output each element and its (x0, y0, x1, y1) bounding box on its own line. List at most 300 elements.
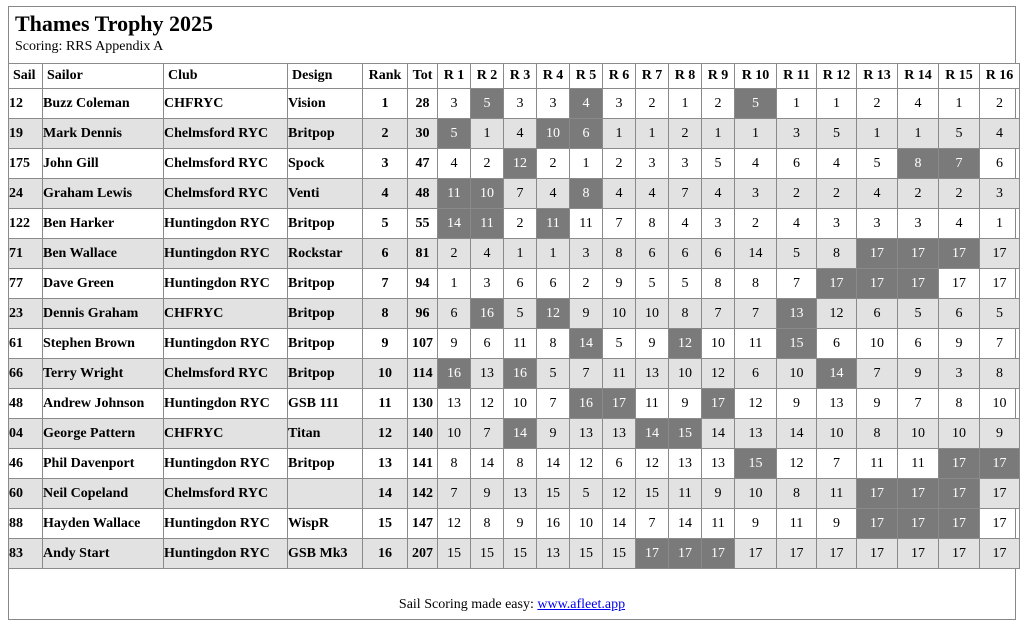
race-score-cell: 2 (438, 239, 471, 269)
column-header-r-12: R 12 (817, 64, 857, 89)
race-score-cell: 17 (980, 269, 1020, 299)
tot-cell: 130 (408, 389, 438, 419)
race-score-cell: 11 (537, 209, 570, 239)
race-score-cell: 8 (603, 239, 636, 269)
club-cell: Huntingdon RYC (164, 329, 288, 359)
sailor-cell: Graham Lewis (43, 179, 164, 209)
race-score-cell: 15 (636, 479, 669, 509)
table-row (9, 119, 1020, 149)
table-row (9, 449, 1020, 479)
design-cell: Britpop (288, 299, 363, 329)
race-score-cell: 17 (980, 449, 1020, 479)
rank-cell: 13 (363, 449, 408, 479)
race-score-cell: 15 (438, 539, 471, 569)
club-cell: Huntingdon RYC (164, 389, 288, 419)
sailor-cell: Ben Wallace (43, 239, 164, 269)
race-score-cell: 13 (438, 389, 471, 419)
race-score-cell: 13 (636, 359, 669, 389)
race-score-cell: 6 (669, 239, 702, 269)
race-score-cell: 2 (817, 179, 857, 209)
design-cell: Spock (288, 149, 363, 179)
race-score-cell: 2 (570, 269, 603, 299)
race-score-cell: 17 (857, 539, 898, 569)
race-score-cell: 14 (817, 359, 857, 389)
table-row (9, 149, 1020, 179)
race-score-cell: 9 (603, 269, 636, 299)
race-score-cell: 3 (702, 209, 735, 239)
race-score-cell: 5 (777, 239, 817, 269)
race-score-cell: 6 (603, 449, 636, 479)
race-score-cell: 10 (939, 419, 980, 449)
race-score-cell: 13 (669, 449, 702, 479)
club-cell: Huntingdon RYC (164, 239, 288, 269)
tot-cell: 147 (408, 509, 438, 539)
race-score-cell: 2 (980, 89, 1020, 119)
afleet-link[interactable]: www.afleet.app (537, 597, 626, 612)
column-header-sailor: Sailor (43, 64, 164, 89)
race-score-cell: 9 (939, 329, 980, 359)
race-score-cell: 16 (504, 359, 537, 389)
race-score-cell: 7 (735, 299, 777, 329)
race-score-cell: 2 (898, 179, 939, 209)
race-score-cell: 16 (537, 509, 570, 539)
race-score-cell: 6 (636, 239, 669, 269)
race-score-cell: 1 (980, 209, 1020, 239)
sail-cell: 60 (9, 479, 43, 509)
table-row (9, 89, 1020, 119)
race-score-cell: 17 (980, 479, 1020, 509)
race-score-cell: 15 (777, 329, 817, 359)
race-score-cell: 17 (898, 509, 939, 539)
race-score-cell: 5 (669, 269, 702, 299)
race-score-cell: 10 (817, 419, 857, 449)
race-score-cell: 5 (735, 89, 777, 119)
race-score-cell: 2 (939, 179, 980, 209)
tot-cell: 55 (408, 209, 438, 239)
tot-cell: 48 (408, 179, 438, 209)
race-score-cell: 5 (504, 299, 537, 329)
sail-cell: 61 (9, 329, 43, 359)
race-score-cell: 8 (570, 179, 603, 209)
column-header-r-8: R 8 (669, 64, 702, 89)
column-header-r-14: R 14 (898, 64, 939, 89)
race-score-cell: 2 (504, 209, 537, 239)
race-score-cell: 15 (669, 419, 702, 449)
design-cell: Britpop (288, 269, 363, 299)
race-score-cell: 8 (939, 389, 980, 419)
race-score-cell: 10 (702, 329, 735, 359)
race-score-cell: 11 (636, 389, 669, 419)
design-cell: Britpop (288, 359, 363, 389)
race-score-cell: 10 (603, 299, 636, 329)
race-score-cell: 6 (817, 329, 857, 359)
race-score-cell: 3 (898, 209, 939, 239)
club-cell: Huntingdon RYC (164, 539, 288, 569)
race-score-cell: 7 (980, 329, 1020, 359)
race-score-cell: 13 (471, 359, 504, 389)
race-score-cell: 1 (817, 89, 857, 119)
race-score-cell: 17 (857, 269, 898, 299)
race-score-cell: 17 (980, 539, 1020, 569)
race-score-cell: 8 (438, 449, 471, 479)
club-cell: Chelmsford RYC (164, 119, 288, 149)
race-score-cell: 17 (702, 539, 735, 569)
rank-cell: 2 (363, 119, 408, 149)
race-score-cell: 9 (636, 329, 669, 359)
table-row (9, 389, 1020, 419)
race-score-cell: 4 (735, 149, 777, 179)
table-row (9, 359, 1020, 389)
race-score-cell: 3 (471, 269, 504, 299)
race-score-cell: 2 (537, 149, 570, 179)
race-score-cell: 17 (702, 389, 735, 419)
race-score-cell: 4 (471, 239, 504, 269)
tot-cell: 107 (408, 329, 438, 359)
race-score-cell: 11 (777, 509, 817, 539)
race-score-cell: 13 (570, 419, 603, 449)
race-score-cell: 6 (735, 359, 777, 389)
scoring-subtitle: Scoring: RRS Appendix A (15, 39, 164, 54)
race-score-cell: 14 (504, 419, 537, 449)
race-score-cell: 1 (669, 89, 702, 119)
sail-cell: 04 (9, 419, 43, 449)
race-score-cell: 3 (537, 89, 570, 119)
race-score-cell: 6 (777, 149, 817, 179)
race-score-cell: 17 (939, 449, 980, 479)
column-header-r-6: R 6 (603, 64, 636, 89)
rank-cell: 12 (363, 419, 408, 449)
rank-cell: 9 (363, 329, 408, 359)
race-score-cell: 17 (636, 539, 669, 569)
sailor-cell: Dennis Graham (43, 299, 164, 329)
race-score-cell: 3 (636, 149, 669, 179)
race-score-cell: 17 (980, 509, 1020, 539)
race-score-cell: 5 (980, 299, 1020, 329)
rank-cell: 4 (363, 179, 408, 209)
race-score-cell: 11 (702, 509, 735, 539)
race-score-cell: 7 (939, 149, 980, 179)
rank-cell: 10 (363, 359, 408, 389)
sail-cell: 71 (9, 239, 43, 269)
sailor-cell: John Gill (43, 149, 164, 179)
race-score-cell: 4 (939, 209, 980, 239)
race-score-cell: 3 (817, 209, 857, 239)
race-score-cell: 9 (857, 389, 898, 419)
race-score-cell: 17 (777, 539, 817, 569)
club-cell: Huntingdon RYC (164, 269, 288, 299)
race-score-cell: 7 (777, 269, 817, 299)
race-score-cell: 9 (980, 419, 1020, 449)
table-row (9, 539, 1020, 569)
race-score-cell: 17 (898, 539, 939, 569)
design-cell: Rockstar (288, 239, 363, 269)
race-score-cell: 2 (636, 89, 669, 119)
race-score-cell: 11 (857, 449, 898, 479)
race-score-cell: 6 (570, 119, 603, 149)
column-header-r-9: R 9 (702, 64, 735, 89)
race-score-cell: 1 (702, 119, 735, 149)
race-score-cell: 4 (857, 179, 898, 209)
column-header-r-11: R 11 (777, 64, 817, 89)
race-score-cell: 14 (537, 449, 570, 479)
table-row (9, 269, 1020, 299)
design-cell (288, 479, 363, 509)
race-score-cell: 4 (537, 179, 570, 209)
race-score-cell: 12 (570, 449, 603, 479)
race-score-cell: 10 (438, 419, 471, 449)
race-score-cell: 8 (471, 509, 504, 539)
race-score-cell: 1 (471, 119, 504, 149)
race-score-cell: 7 (471, 419, 504, 449)
design-cell: Vision (288, 89, 363, 119)
club-cell: CHFRYC (164, 299, 288, 329)
results-body (9, 89, 1020, 569)
race-score-cell: 11 (817, 479, 857, 509)
race-score-cell: 15 (471, 539, 504, 569)
race-score-cell: 11 (471, 209, 504, 239)
race-score-cell: 15 (537, 479, 570, 509)
sailor-cell: Andy Start (43, 539, 164, 569)
race-score-cell: 17 (980, 239, 1020, 269)
race-score-cell: 7 (570, 359, 603, 389)
race-score-cell: 14 (702, 419, 735, 449)
sail-cell: 48 (9, 389, 43, 419)
race-score-cell: 12 (669, 329, 702, 359)
race-score-cell: 13 (504, 479, 537, 509)
race-score-cell: 12 (735, 389, 777, 419)
rank-cell: 7 (363, 269, 408, 299)
race-score-cell: 14 (438, 209, 471, 239)
race-score-cell: 10 (537, 119, 570, 149)
column-header-r-2: R 2 (471, 64, 504, 89)
race-score-cell: 17 (939, 509, 980, 539)
column-header-r-4: R 4 (537, 64, 570, 89)
race-score-cell: 13 (537, 539, 570, 569)
race-score-cell: 17 (603, 389, 636, 419)
race-score-cell: 7 (603, 209, 636, 239)
race-score-cell: 4 (603, 179, 636, 209)
race-score-cell: 16 (570, 389, 603, 419)
race-score-cell: 10 (898, 419, 939, 449)
rank-cell: 11 (363, 389, 408, 419)
race-score-cell: 2 (777, 179, 817, 209)
column-header-r-10: R 10 (735, 64, 777, 89)
race-score-cell: 4 (438, 149, 471, 179)
race-score-cell: 1 (857, 119, 898, 149)
race-score-cell: 14 (603, 509, 636, 539)
race-score-cell: 5 (537, 359, 570, 389)
race-score-cell: 12 (603, 479, 636, 509)
race-score-cell: 8 (777, 479, 817, 509)
rank-cell: 8 (363, 299, 408, 329)
race-score-cell: 13 (777, 299, 817, 329)
race-score-cell: 16 (471, 299, 504, 329)
race-score-cell: 6 (438, 299, 471, 329)
race-score-cell: 17 (669, 539, 702, 569)
race-score-cell: 5 (471, 89, 504, 119)
race-score-cell: 12 (817, 299, 857, 329)
race-score-cell: 12 (777, 449, 817, 479)
footer-text: Sail Scoring made easy: (398, 597, 538, 612)
race-score-cell: 3 (603, 89, 636, 119)
design-cell: Britpop (288, 449, 363, 479)
sailor-cell: Buzz Coleman (43, 89, 164, 119)
race-score-cell: 4 (636, 179, 669, 209)
race-score-cell: 11 (504, 329, 537, 359)
race-score-cell: 11 (669, 479, 702, 509)
race-score-cell: 4 (570, 89, 603, 119)
race-score-cell: 17 (898, 239, 939, 269)
race-score-cell: 10 (857, 329, 898, 359)
race-score-cell: 1 (570, 149, 603, 179)
club-cell: Chelmsford RYC (164, 479, 288, 509)
race-score-cell: 6 (857, 299, 898, 329)
design-cell: Britpop (288, 329, 363, 359)
sail-cell: 24 (9, 179, 43, 209)
race-score-cell: 10 (636, 299, 669, 329)
race-score-cell: 1 (504, 239, 537, 269)
sailor-cell: Dave Green (43, 269, 164, 299)
race-score-cell: 8 (857, 419, 898, 449)
race-score-cell: 8 (537, 329, 570, 359)
race-score-cell: 13 (603, 419, 636, 449)
race-score-cell: 3 (669, 149, 702, 179)
race-score-cell: 11 (438, 179, 471, 209)
club-cell: CHFRYC (164, 89, 288, 119)
race-score-cell: 12 (471, 389, 504, 419)
race-score-cell: 2 (702, 89, 735, 119)
race-score-cell: 5 (570, 479, 603, 509)
results-table (8, 63, 1020, 569)
race-score-cell: 6 (898, 329, 939, 359)
race-score-cell: 17 (857, 509, 898, 539)
race-score-cell: 17 (817, 269, 857, 299)
race-score-cell: 3 (939, 359, 980, 389)
design-cell: Titan (288, 419, 363, 449)
race-score-cell: 9 (471, 479, 504, 509)
race-score-cell: 1 (636, 119, 669, 149)
race-score-cell: 14 (777, 419, 817, 449)
race-score-cell: 5 (603, 329, 636, 359)
rank-cell: 16 (363, 539, 408, 569)
race-score-cell: 14 (735, 239, 777, 269)
race-score-cell: 3 (857, 209, 898, 239)
race-score-cell: 5 (939, 119, 980, 149)
sail-cell: 66 (9, 359, 43, 389)
race-score-cell: 7 (898, 389, 939, 419)
race-score-cell: 14 (636, 419, 669, 449)
race-score-cell: 1 (939, 89, 980, 119)
race-score-cell: 6 (504, 269, 537, 299)
race-score-cell: 12 (504, 149, 537, 179)
race-score-cell: 12 (702, 359, 735, 389)
column-header-r-7: R 7 (636, 64, 669, 89)
race-score-cell: 10 (471, 179, 504, 209)
column-header-club: Club (164, 64, 288, 89)
race-score-cell: 9 (438, 329, 471, 359)
race-score-cell: 7 (857, 359, 898, 389)
race-score-cell: 8 (980, 359, 1020, 389)
race-score-cell: 9 (702, 479, 735, 509)
race-score-cell: 2 (735, 209, 777, 239)
race-score-cell: 10 (980, 389, 1020, 419)
race-score-cell: 12 (537, 299, 570, 329)
race-score-cell: 11 (603, 359, 636, 389)
race-score-cell: 5 (438, 119, 471, 149)
club-cell: CHFRYC (164, 419, 288, 449)
sail-cell: 46 (9, 449, 43, 479)
race-score-cell: 10 (504, 389, 537, 419)
design-cell: Britpop (288, 209, 363, 239)
race-score-cell: 3 (980, 179, 1020, 209)
tot-cell: 142 (408, 479, 438, 509)
race-score-cell: 15 (504, 539, 537, 569)
race-score-cell: 10 (735, 479, 777, 509)
race-score-cell: 13 (702, 449, 735, 479)
race-score-cell: 2 (857, 89, 898, 119)
race-score-cell: 17 (939, 239, 980, 269)
tot-cell: 207 (408, 539, 438, 569)
sail-cell: 77 (9, 269, 43, 299)
race-score-cell: 14 (471, 449, 504, 479)
race-score-cell: 9 (817, 509, 857, 539)
race-score-cell: 5 (702, 149, 735, 179)
tot-cell: 47 (408, 149, 438, 179)
race-score-cell: 9 (570, 299, 603, 329)
column-header-tot: Tot (408, 64, 438, 89)
race-score-cell: 17 (898, 269, 939, 299)
sail-cell: 23 (9, 299, 43, 329)
sailor-cell: Neil Copeland (43, 479, 164, 509)
race-score-cell: 17 (939, 479, 980, 509)
race-score-cell: 15 (735, 449, 777, 479)
club-cell: Chelmsford RYC (164, 179, 288, 209)
race-score-cell: 9 (777, 389, 817, 419)
design-cell: Venti (288, 179, 363, 209)
race-score-cell: 14 (669, 509, 702, 539)
race-score-cell: 2 (669, 119, 702, 149)
sailor-cell: George Pattern (43, 419, 164, 449)
race-score-cell: 17 (898, 479, 939, 509)
sail-cell: 88 (9, 509, 43, 539)
sail-cell: 175 (9, 149, 43, 179)
table-row (9, 179, 1020, 209)
sailor-cell: Ben Harker (43, 209, 164, 239)
sailor-cell: Phil Davenport (43, 449, 164, 479)
race-score-cell: 6 (980, 149, 1020, 179)
race-score-cell: 4 (898, 89, 939, 119)
design-cell: GSB Mk3 (288, 539, 363, 569)
race-score-cell: 7 (669, 179, 702, 209)
race-score-cell: 8 (735, 269, 777, 299)
rank-cell: 15 (363, 509, 408, 539)
race-score-cell: 1 (735, 119, 777, 149)
column-header-r-16: R 16 (980, 64, 1020, 89)
race-score-cell: 7 (537, 389, 570, 419)
race-score-cell: 6 (537, 269, 570, 299)
race-score-cell: 17 (857, 479, 898, 509)
race-score-cell: 12 (636, 449, 669, 479)
tot-cell: 94 (408, 269, 438, 299)
footer (8, 590, 1016, 620)
race-score-cell: 9 (537, 419, 570, 449)
race-score-cell: 5 (898, 299, 939, 329)
race-score-cell: 6 (471, 329, 504, 359)
race-score-cell: 11 (570, 209, 603, 239)
race-score-cell: 4 (504, 119, 537, 149)
column-header-r-1: R 1 (438, 64, 471, 89)
sailor-cell: Andrew Johnson (43, 389, 164, 419)
